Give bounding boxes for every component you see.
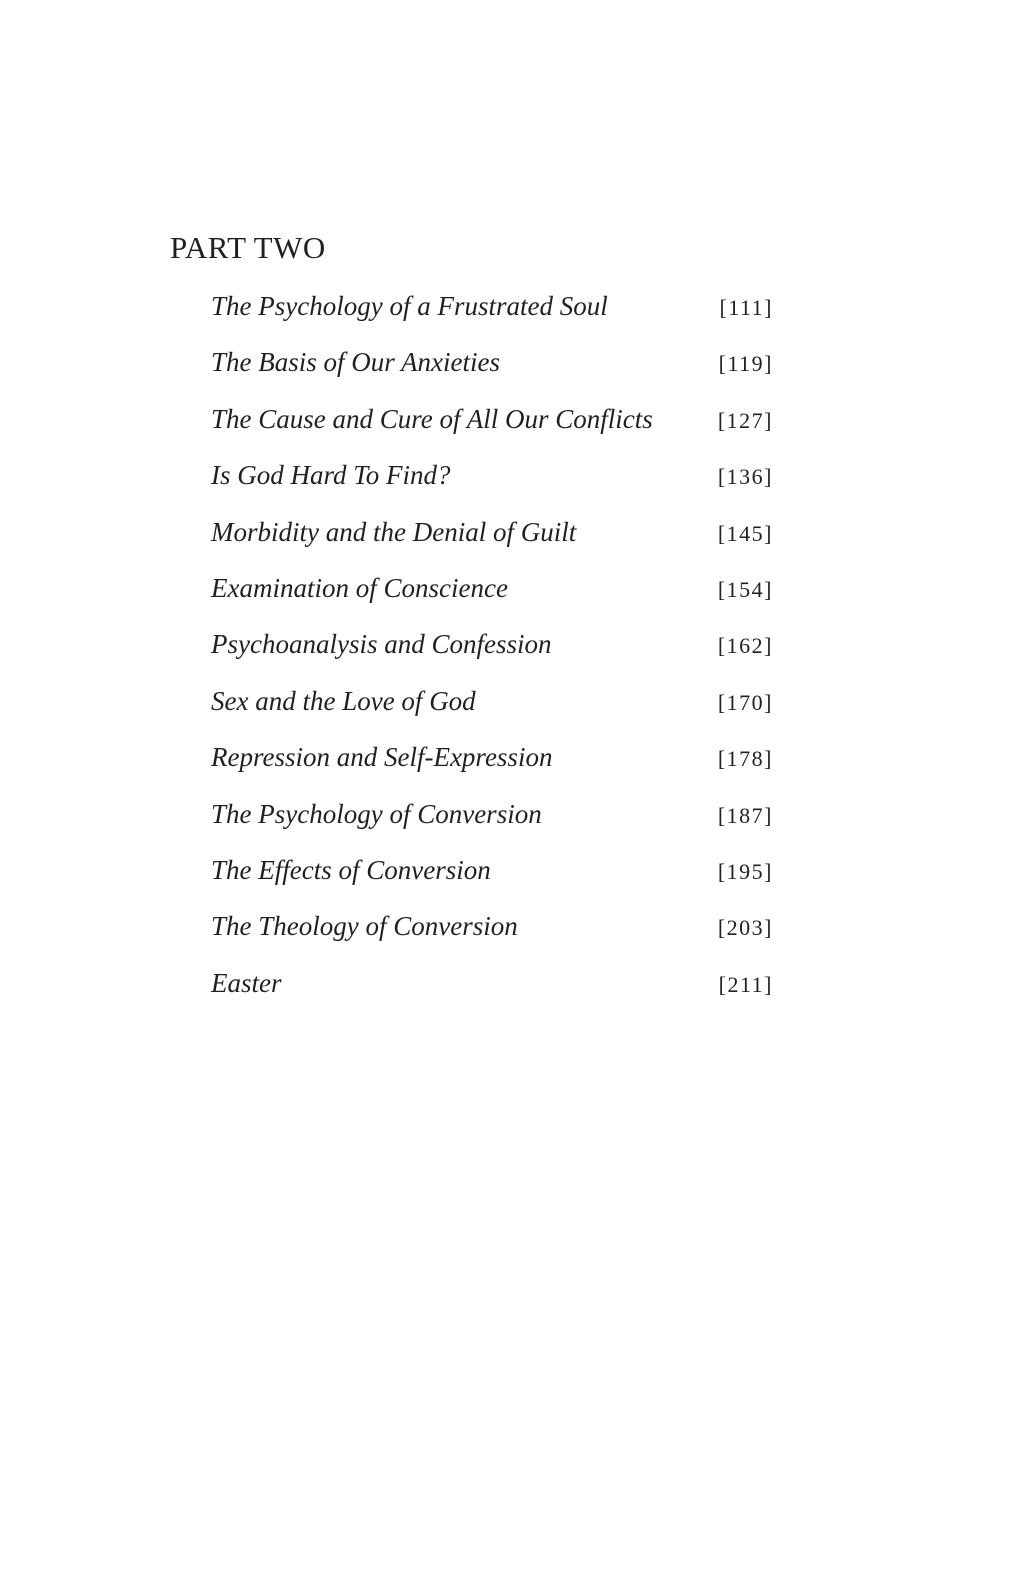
toc-entry-page: [203] [717, 915, 773, 941]
toc-entry [211, 455, 773, 511]
toc-entry [211, 963, 773, 1019]
toc-entry [211, 512, 773, 568]
toc-entry-title: Easter [211, 967, 282, 998]
toc-entry [211, 399, 773, 455]
toc-entry-title: The Theology of Conversion [211, 911, 518, 942]
toc-entry-title: Psychoanalysis and Confession [211, 629, 552, 660]
toc-entry-title: The Psychology of Conversion [211, 798, 542, 829]
part-title: PART TWO [170, 230, 326, 265]
toc-entry [211, 850, 773, 906]
toc-entry-title: Repression and Self-Expression [211, 742, 553, 773]
toc-entry-page: [187] [717, 802, 773, 828]
toc-entry [211, 737, 773, 793]
toc-entry [211, 568, 773, 624]
toc-entry-title: The Psychology of a Frustrated Soul [211, 291, 608, 321]
toc-entry-title: Examination of Conscience [211, 572, 508, 603]
toc-entry-page: [127] [717, 407, 773, 433]
toc-entry-title: Is God Hard To Find? [211, 460, 451, 491]
table-of-contents [211, 286, 773, 1019]
toc-entry [211, 286, 773, 342]
toc-entry-page: [136] [717, 464, 773, 490]
toc-entry-page: [162] [717, 633, 773, 659]
toc-entry [211, 342, 773, 398]
toc-entry-page: [154] [717, 576, 773, 602]
toc-entry-page: [211] [718, 971, 773, 997]
toc-entry-title: The Basis of Our Anxieties [211, 347, 500, 378]
toc-entry-page: [119] [718, 351, 773, 377]
toc-entry-title: The Cause and Cure of All Our Conflicts [211, 403, 653, 434]
toc-entry-page: [178] [717, 746, 773, 772]
toc-entry-page: [111] [719, 295, 773, 320]
toc-entry-page: [170] [717, 689, 773, 715]
toc-entry [211, 624, 773, 680]
toc-entry-page: [195] [717, 858, 773, 884]
toc-entry [211, 794, 773, 850]
toc-entry-title: Sex and the Love of God [211, 685, 476, 716]
toc-entry [211, 681, 773, 737]
toc-entry-title: Morbidity and the Denial of Guilt [211, 516, 577, 547]
toc-entry [211, 906, 773, 962]
toc-entry-title: The Effects of Conversion [211, 854, 491, 885]
toc-entry-page: [145] [717, 520, 773, 546]
